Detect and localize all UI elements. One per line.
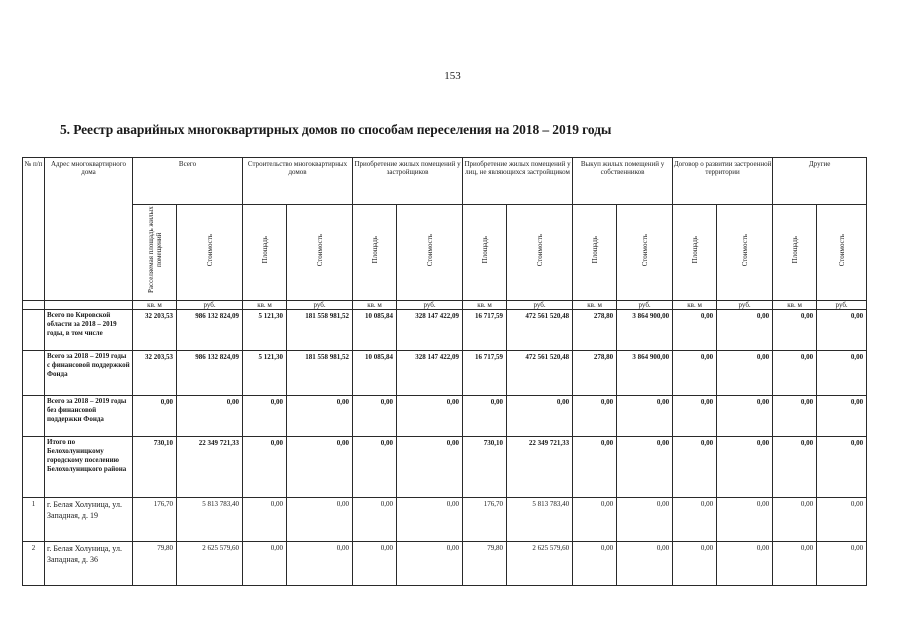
subheader-cost-text: Стоимость <box>205 233 214 267</box>
cell-value: 0,00 <box>673 498 717 542</box>
subheader-cost <box>717 205 773 301</box>
row-label: Всего по Кировской области за 2018 – 2019 годы, в том числе <box>45 310 133 351</box>
cell-value: 0,00 <box>573 396 617 437</box>
cell-value: 0,00 <box>817 437 867 498</box>
table-row <box>23 396 867 437</box>
header-group-total: Всего <box>133 158 243 205</box>
cell-value: 0,00 <box>773 396 817 437</box>
cell-value: 328 147 422,09 <box>397 310 463 351</box>
cell-value: 5 813 783,40 <box>507 498 573 542</box>
cell-value: 32 203,53 <box>133 310 177 351</box>
row-num <box>23 310 45 351</box>
header-address: Адрес многоквартирного дома <box>45 158 133 301</box>
cell-value: 176,70 <box>463 498 507 542</box>
cell-value: 730,10 <box>133 437 177 498</box>
unit-cost: руб. <box>507 301 573 310</box>
header-sub-row <box>23 205 867 301</box>
cell-value: 0,00 <box>773 498 817 542</box>
subheader-area <box>243 205 287 301</box>
subheader-area-text: Площадь <box>260 236 269 264</box>
unit-area: кв. м <box>243 301 287 310</box>
cell-value: 278,80 <box>573 310 617 351</box>
cell-value: 0,00 <box>573 542 617 586</box>
cell-value: 0,00 <box>243 498 287 542</box>
subheader-cost-text: Стоимость <box>425 233 434 267</box>
subheader-area <box>673 205 717 301</box>
header-group-development-agreement: Договор о развитии застроенной территории <box>673 158 773 205</box>
cell-value: 0,00 <box>287 396 353 437</box>
cell-value: 278,80 <box>573 351 617 396</box>
table-row <box>23 498 867 542</box>
cell-value: 0,00 <box>817 542 867 586</box>
cell-value: 0,00 <box>353 542 397 586</box>
cell-value: 79,80 <box>133 542 177 586</box>
cell-value: 176,70 <box>133 498 177 542</box>
subheader-cost <box>287 205 353 301</box>
subheader-area-text: Площадь <box>480 236 489 264</box>
subheader-cost-text: Стоимость <box>740 233 749 267</box>
units-blank <box>45 301 133 310</box>
units-blank <box>23 301 45 310</box>
table-row <box>23 542 867 586</box>
header-group-non-developers: Приобретение жилых помещений у лиц, не являющихся застройщиком <box>463 158 573 205</box>
cell-value: 0,00 <box>717 498 773 542</box>
row-address: г. Белая Холуница, ул. Западная, д. 36 <box>45 542 133 586</box>
cell-value: 472 561 520,48 <box>507 351 573 396</box>
cell-value: 0,00 <box>673 542 717 586</box>
cell-value: 10 085,84 <box>353 310 397 351</box>
row-label: Всего за 2018 – 2019 годы с финансовой поддержкой Фонда <box>45 351 133 396</box>
cell-value: 0,00 <box>617 437 673 498</box>
unit-area: кв. м <box>573 301 617 310</box>
cell-value: 5 121,30 <box>243 351 287 396</box>
cell-value: 0,00 <box>773 437 817 498</box>
cell-value: 0,00 <box>817 351 867 396</box>
unit-area: кв. м <box>673 301 717 310</box>
row-address: г. Белая Холуница, ул. Западная, д. 19 <box>45 498 133 542</box>
cell-value: 0,00 <box>717 396 773 437</box>
subheader-resettled-area-text: Расселяемая площадь жилых помещений <box>146 206 163 294</box>
unit-area: кв. м <box>463 301 507 310</box>
cell-value: 730,10 <box>463 437 507 498</box>
cell-value: 0,00 <box>397 437 463 498</box>
table-row <box>23 351 867 396</box>
subheader-resettled-area <box>133 205 177 301</box>
cell-value: 0,00 <box>397 542 463 586</box>
row-num: 2 <box>23 542 45 586</box>
subheader-cost <box>817 205 867 301</box>
cell-value: 0,00 <box>243 437 287 498</box>
row-label: Всего за 2018 – 2019 годы без финансовой поддержки Фонда <box>45 396 133 437</box>
cell-value: 0,00 <box>773 351 817 396</box>
cell-value: 986 132 824,09 <box>177 310 243 351</box>
cell-value: 2 625 579,60 <box>507 542 573 586</box>
subheader-area <box>773 205 817 301</box>
header-group-other: Другие <box>773 158 867 205</box>
unit-area: кв. м <box>773 301 817 310</box>
unit-cost: руб. <box>817 301 867 310</box>
row-num <box>23 351 45 396</box>
row-num <box>23 437 45 498</box>
cell-value: 22 349 721,33 <box>177 437 243 498</box>
registry-table <box>22 157 867 586</box>
unit-area: кв. м <box>133 301 177 310</box>
subheader-cost-text: Стоимость <box>535 233 544 267</box>
subheader-area-text: Площадь <box>590 236 599 264</box>
subheader-cost-text: Стоимость <box>315 233 324 267</box>
cell-value: 0,00 <box>617 498 673 542</box>
units-row <box>23 301 867 310</box>
cell-value: 0,00 <box>287 498 353 542</box>
header-group-buyout: Выкуп жилых помещений у собственников <box>573 158 673 205</box>
cell-value: 181 558 981,52 <box>287 310 353 351</box>
cell-value: 0,00 <box>673 310 717 351</box>
subheader-area <box>353 205 397 301</box>
cell-value: 0,00 <box>673 396 717 437</box>
unit-cost: руб. <box>617 301 673 310</box>
cell-value: 16 717,59 <box>463 351 507 396</box>
cell-value: 5 813 783,40 <box>177 498 243 542</box>
subheader-area <box>463 205 507 301</box>
unit-cost: руб. <box>177 301 243 310</box>
cell-value: 0,00 <box>463 396 507 437</box>
cell-value: 2 625 579,60 <box>177 542 243 586</box>
cell-value: 5 121,30 <box>243 310 287 351</box>
subheader-area <box>573 205 617 301</box>
header-group-construction: Строительство многоквартирных домов <box>243 158 353 205</box>
cell-value: 22 349 721,33 <box>507 437 573 498</box>
cell-value: 0,00 <box>243 542 287 586</box>
cell-value: 0,00 <box>573 437 617 498</box>
subheader-cost <box>507 205 573 301</box>
cell-value: 10 085,84 <box>353 351 397 396</box>
cell-value: 0,00 <box>133 396 177 437</box>
cell-value: 328 147 422,09 <box>397 351 463 396</box>
row-num <box>23 396 45 437</box>
table-row <box>23 437 867 498</box>
cell-value: 0,00 <box>243 396 287 437</box>
cell-value: 0,00 <box>397 498 463 542</box>
cell-value: 0,00 <box>353 437 397 498</box>
cell-value: 0,00 <box>287 437 353 498</box>
subheader-area-text: Площадь <box>370 236 379 264</box>
cell-value: 0,00 <box>617 542 673 586</box>
subheader-cost <box>397 205 463 301</box>
cell-value: 0,00 <box>397 396 463 437</box>
subheader-cost-text: Стоимость <box>640 233 649 267</box>
cell-value: 472 561 520,48 <box>507 310 573 351</box>
cell-value: 0,00 <box>353 396 397 437</box>
cell-value: 0,00 <box>177 396 243 437</box>
cell-value: 0,00 <box>717 310 773 351</box>
subheader-cost <box>617 205 673 301</box>
cell-value: 0,00 <box>617 396 673 437</box>
subheader-area-text: Площадь <box>690 236 699 264</box>
row-label: Итого по Белохолуницкому городскому поселению Белохолуницкого района <box>45 437 133 498</box>
header-group-row <box>23 158 867 205</box>
subheader-cost-text: Стоимость <box>837 233 846 267</box>
unit-area: кв. м <box>353 301 397 310</box>
cell-value: 3 864 900,00 <box>617 351 673 396</box>
cell-value: 0,00 <box>673 351 717 396</box>
cell-value: 0,00 <box>717 437 773 498</box>
cell-value: 0,00 <box>773 310 817 351</box>
cell-value: 0,00 <box>817 498 867 542</box>
cell-value: 0,00 <box>673 437 717 498</box>
cell-value: 0,00 <box>717 542 773 586</box>
cell-value: 181 558 981,52 <box>287 351 353 396</box>
unit-cost: руб. <box>717 301 773 310</box>
cell-value: 3 864 900,00 <box>617 310 673 351</box>
cell-value: 0,00 <box>717 351 773 396</box>
subheader-cost <box>177 205 243 301</box>
row-num: 1 <box>23 498 45 542</box>
header-num: № п/п <box>23 158 45 301</box>
cell-value: 986 132 824,09 <box>177 351 243 396</box>
cell-value: 0,00 <box>817 396 867 437</box>
cell-value: 0,00 <box>573 498 617 542</box>
cell-value: 0,00 <box>507 396 573 437</box>
page-number: 153 <box>444 70 461 82</box>
cell-value: 0,00 <box>287 542 353 586</box>
unit-cost: руб. <box>287 301 353 310</box>
document-title: 5. Реестр аварийных многоквартирных домов по способам переселения на 2018 – 2019 годы <box>60 122 612 137</box>
cell-value: 32 203,53 <box>133 351 177 396</box>
cell-value: 0,00 <box>773 542 817 586</box>
table-row <box>23 310 867 351</box>
cell-value: 0,00 <box>353 498 397 542</box>
header-group-developers: Приобретение жилых помещений у застройщиков <box>353 158 463 205</box>
unit-cost: руб. <box>397 301 463 310</box>
cell-value: 16 717,59 <box>463 310 507 351</box>
subheader-area-text: Площадь <box>790 236 799 264</box>
cell-value: 79,80 <box>463 542 507 586</box>
cell-value: 0,00 <box>817 310 867 351</box>
